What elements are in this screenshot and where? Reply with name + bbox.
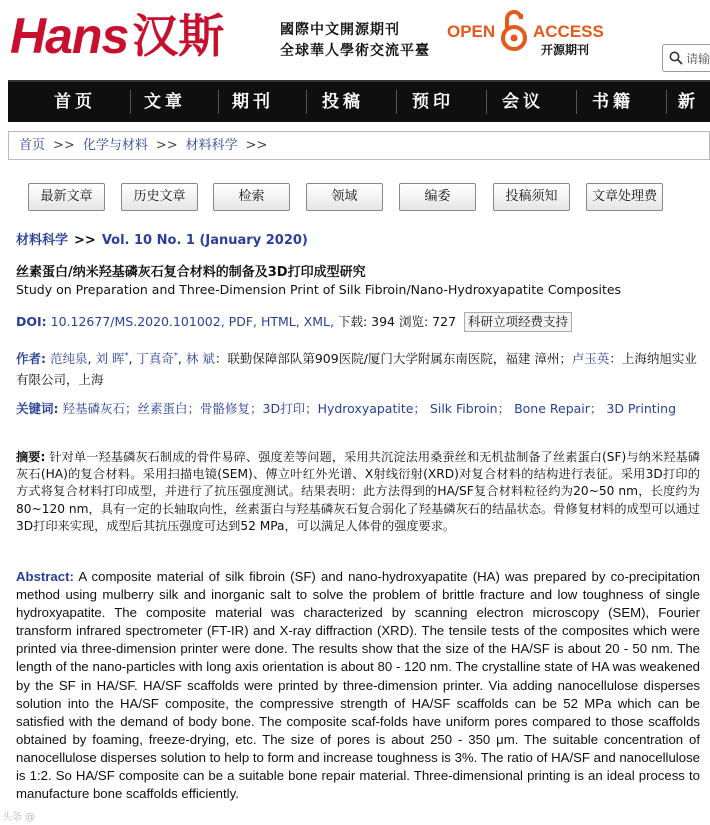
nav-divider [576,90,577,114]
logo-cn-text: 汉斯 [132,9,225,63]
funding-badge[interactable]: 科研立项经费支持 [464,312,572,332]
journal-toolbar [0,183,710,211]
site-header [0,0,710,80]
affiliation-text: ：联勤保障部队第909医院/厦门大学附属东南医院，福建 漳州； [214,351,572,367]
abstract-en-label: Abstract: [16,569,74,584]
author-link[interactable]: 林 斌 [185,351,215,367]
search-placeholder: 请输 [686,51,710,66]
fields-button[interactable]: 领域 [306,183,383,211]
nav-item-news[interactable]: 新 [678,92,699,112]
breadcrumb-materials-science[interactable]: 材料科学 [185,138,238,153]
keywords-label: 关键词: [16,401,59,416]
nav-divider [396,90,397,114]
oa-sub-text: 开源期刊 [541,43,590,57]
abstract-en-text: A composite material of silk fibroin (SF) and nano-hydroxyapatite (HA) was prepared by co-precipitation method using mulberry silk and inorganic salt to solve the problem of brittle fracture and low toughness of single hydroxyapatite. The composite material was characterized by scanning electron microscopy (SEM), Fourier transform infrared spectrometer (FT-IR) and X-ray diffraction (XRD). The tensile tests of the composites which were printed via three-dimension printer were done. The results show that the size of the HA/SF is about 20 - 50 nm. The length of the nano-particles with long axis orientation is about 80 - 120 nm. The crystalline state of HA was weakened by the SF in HA/SF. HA/SF scaffolds were printed by three-dimension printer. Via adding nanocellulose disperses solution into the HA/SF composite, the compressive strength of HA/SF scaffolds can be 52 MPa which can be satisfied with the demand of body bone. The composite scaf-folds have uniform pores compared to those scaffolds obtained by foaming, freeze-drying, etc. The size of pores is about 250 - 350 μm. The suitable concentration of nanocellulose disperses solution to help to form and increase toughness is 3%. The ratio of HA/SF and nanocellulose is 1:2. So HA/SF composite can be a suitable bone repair material. Three-dimensional printing is an ideal process to manufacture bone scaffolds efficiently. [16,569,700,802]
nav-divider [218,90,219,114]
search-icon [669,51,683,65]
watermark: 头条 @ [2,812,36,823]
download-count: 下载: 394 [337,314,396,329]
tagline-line-1: 國際中文開源期刊 [280,22,400,38]
affiliation-text: ：上海纳旭实业有限公司，上海 [16,351,697,388]
keywords-block [16,398,700,419]
author-link[interactable]: 卢玉英 [571,351,610,367]
oa-access-text: ACCESS [533,22,604,41]
abstract-cn-label: 摘要: [16,450,46,464]
processing-fee-button[interactable]: 文章处理费 [586,183,663,211]
abstract-cn [16,449,700,535]
nav-divider [306,90,307,114]
nav-item-submit[interactable]: 投稿 [322,92,364,112]
doi-link[interactable]: 10.12677/MS.2020.101002, [50,314,225,329]
nav-divider [130,90,131,114]
submission-guide-button[interactable]: 投稿须知 [493,183,570,211]
breadcrumb-sep: >> [53,138,75,153]
open-access-badge [447,8,657,58]
corresponding-mark: * [124,351,129,360]
format-links[interactable]: PDF, HTML, XML, [228,314,334,329]
breadcrumb-sep: >> [155,138,178,153]
nav-item-articles[interactable]: 文章 [144,92,186,112]
authors-block: 作者: 范纯泉, 刘 晖*, 丁真奇*, 林 斌：联勤保障部队第909医院/厦门大学附属东南医院，福建 漳州；卢玉英：上海纳旭实业有限公司，上海 [16,351,697,388]
search-input[interactable] [662,44,710,72]
view-count: 浏览: 727 [399,314,457,329]
corresponding-mark: * [173,351,178,360]
open-lock-icon [499,8,529,52]
article-title-cn: 丝素蛋白/纳米羟基磷灰石复合材料的制备及3D打印成型研究 [16,265,366,280]
oa-open-text: OPEN [447,22,496,41]
abstract-en [16,568,700,803]
author-link[interactable]: 丁真奇 [136,351,174,367]
nav-item-journals[interactable]: 期刊 [232,92,274,112]
author-link[interactable]: 范纯泉 [49,351,88,367]
tagline-line-2: 全球華人學術交流平臺 [280,43,430,59]
latest-articles-button[interactable]: 最新文章 [28,183,105,211]
breadcrumb [8,131,710,160]
journal-volume-line [16,229,308,248]
search-button[interactable]: 检索 [213,183,290,211]
editorial-board-button[interactable]: 编委 [399,183,476,211]
article-title-en: Study on Preparation and Three-Dimension Print of Silk Fibroin/Nano-Hydroxyapatite Composites [16,282,622,297]
breadcrumb-chemistry-materials[interactable]: 化学与材料 [82,138,148,153]
site-logo[interactable] [10,10,224,62]
nav-item-home[interactable]: 首页 [54,92,96,112]
abstract-cn-text: 针对单一羟基磷灰石制成的骨件易碎、强度差等问题，采用共沉淀法用桑蚕丝和无机盐制备了丝素蛋白(SF)与纳米羟基磷灰石(HA)的复合材料。采用扫描电镜(SEM)、傅立叶红外光谱、X射线衍射(XRD)对复合材料的结构进行表征。采用3D打印的方式将复合材料打印成型，并进行了抗压强度测试。结果表明：此方法得到的HA/SF复合材料粒径约为20~50 nm，长度约为80~120 nm，具有一定的长轴取向性，丝素蛋白与羟基磷灰石复合弱化了羟基磷灰石的结晶状态。骨修复材料的成型可以通过3D打印来实现，成型后其抗压强度可达到52 MPa，可以满足人体骨的强度要求。 [16,450,700,533]
nav-item-books[interactable]: 书籍 [592,92,634,112]
volume-link[interactable]: Vol. 10 No. 1 (January 2020) [101,233,308,248]
nav-item-preprint[interactable]: 预印 [412,92,454,112]
doi-line [16,312,572,332]
logo-hans-text: Hans [10,8,129,64]
site-tagline [280,20,430,62]
doi-label: DOI: [16,314,47,329]
author-link[interactable]: 刘 晖 [95,351,125,367]
volume-arrow: >> [74,233,96,248]
breadcrumb-home[interactable]: 首页 [19,138,46,153]
main-nav [8,80,710,122]
journal-link[interactable]: 材料科学 [16,233,69,248]
past-articles-button[interactable]: 历史文章 [121,183,198,211]
authors-label: 作者: [16,351,46,367]
keyword-links[interactable]: 羟基磷灰石；丝素蛋白；骨骼修复；3D打印；Hydroxyapatite； Silk Fibroin； Bone Repair； 3D Printing [62,401,677,416]
nav-divider [486,90,487,114]
nav-divider [666,90,667,114]
nav-item-conference[interactable]: 会议 [502,92,544,112]
breadcrumb-sep: >> [245,138,268,153]
